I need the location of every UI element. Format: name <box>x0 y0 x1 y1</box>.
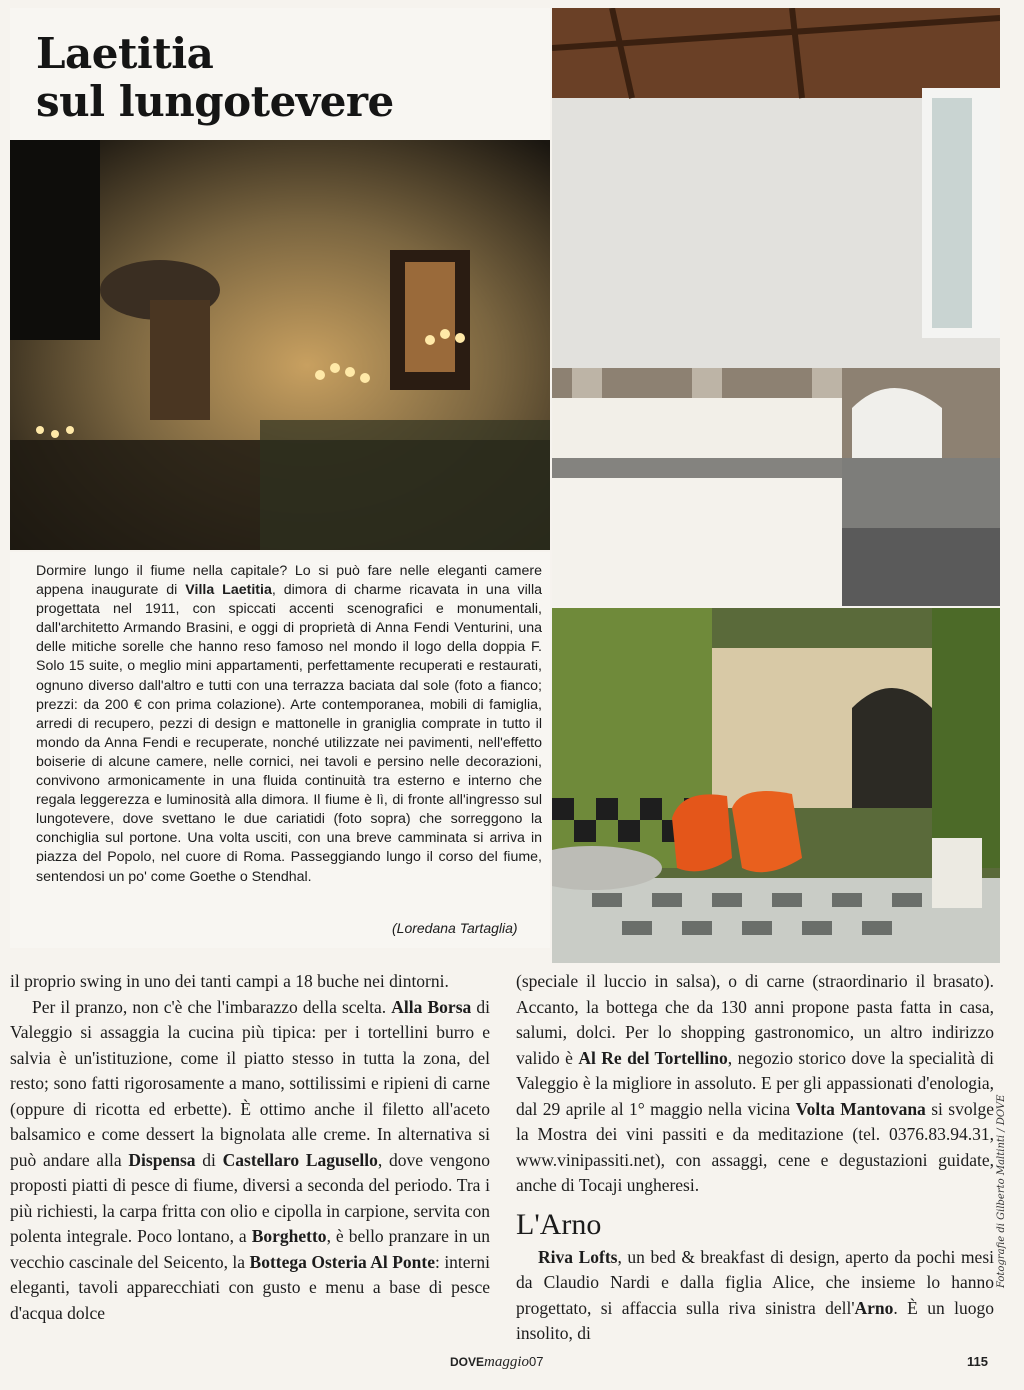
title-line-1: Laetitia <box>36 29 214 78</box>
issue-year: 07 <box>529 1354 544 1369</box>
magazine-footer <box>450 1354 543 1371</box>
paragraph: il proprio swing in uno dei tanti campi a 18 buche nei dintorni. <box>10 971 449 991</box>
terrace-photo <box>552 608 1000 963</box>
paragraph: Riva Lofts, un bed & breakfast di design, aperto da pochi mesi da Claudio Nardi e dalla figlia Alice, che insieme lo hanno progettato, si affaccia sulla riva sinistra dell'Arno. È un luogo insolito, di <box>516 1246 994 1343</box>
title-line-2: sul lungotevere <box>36 77 394 126</box>
caption-author: (Loredana Tartaglia) <box>392 920 518 936</box>
issue-month: maggio <box>484 1354 530 1370</box>
caption-text: Dormire lungo il fiume nella capitale? Lo si può fare nelle eleganti camere appena inaugurate di Villa Laetitia, dimora di charme ricavata in una villa progettata nel 1911, con spiccati accenti scenografici e monumentali, dall'architetto Armando Brasini, e oggi di proprietà di Anna Fendi Venturini, una delle mitiche sorelle che hanno reso famoso nel mondo il logo della doppia F. Solo 15 suite, o meglio mini appartamenti, perfettamente recuperati e restaurati, ognuno diverso dall'altro e tutti con una terrazza baciata dal sole (foto a fianco; prezzi: da 200 € con prima colazione). Arte contemporanea, mobili di famiglia, arredi di recupero, pezzi di design e mattonelle in graniglia comprate in tutto il mondo da Anna Fendi e recuperate, nonché utilizzate nei pavimenti, nell'effetto boiserie di alcune camere, nelle cornici, nei tavoli e persino nelle decorazioni, convivono armonicamente in una fluida continuità tra esterno e interno che regala leggerezza e luminosità alla dimora. Il fiume è lì, di fronte all'ingresso sul lungotevere, dove svettano le due cariatidi (foto sopra) che sorreggono la conchiglia sul portone. Una volta usciti, con una breve camminata si arriva in piazza del Popolo, nel cuore di Roma. Passeggiando lungo il corso del fiume, sentendosi un po' come Goethe o Stendhal. <box>36 563 542 885</box>
photo-credit <box>996 958 1020 1288</box>
villa-name: Villa Laetitia <box>185 582 272 599</box>
photo-credit-text: Fotografie di Gilberto Maltinti / DOVE <box>996 1094 1007 1288</box>
magazine-name: DOVE <box>450 1355 485 1369</box>
article-column-right <box>516 969 994 1347</box>
page-number: 115 <box>967 1354 988 1369</box>
section-heading: L'Arno <box>516 1207 602 1241</box>
villa-facade-photo <box>10 140 550 550</box>
article-column-left <box>10 969 490 1326</box>
article-title <box>36 30 394 126</box>
suite-room-photo <box>552 8 1000 606</box>
paragraph: (speciale il luccio in salsa), o di carne (straordinario il brasato). Accanto, la bottega che da 130 anni propone pasta fatta in casa, salumi, dolci. Per lo shopping gastronomico, un altro indirizzo valido è Al Re del Tortellino, negozio storico dove la specialità di Valeggio è la migliore in assoluto. E per gli appassionati d'enologia, dal 29 aprile al 1° maggio nella vicina Volta Mantovana si svolge la Mostra dei vini passiti e da meditazione (tel. 0376.83.94.31, www.vinipassiti.net), con assaggi, cene e degustazioni guidate, anche di Tocaji ungheresi. <box>516 971 994 1195</box>
paragraph: Per il pranzo, non c'è che l'imbarazzo della scelta. Alla Borsa di Valeggio si assaggia la cucina più tipica: per i tortellini burro e salvia è un'istituzione, come il piatto stesso in tutta la zona, del resto; sono fatti rigorosamente a mano, sottilissimi e ripieni di carne (oppure di ricotta ed erbette). È ottimo anche il filetto all'aceto balsamico e come dessert la bignolata alle creme. In alternativa si può andare alla Dispensa di Castellaro Lagusello, dove vengono proposti piatti di pesce di fiume, diversi a seconda del periodo. Tra i più richiesti, la carpa fritta con olio e cipolla in carpione, servita con polenta integrale. Poco lontano, a Borghetto, è bello pranzare in un vecchio cascinale del Seicento, la Bottega Osteria Al Ponte: interni eleganti, tavoli apparecchiati con gusto e menu a base di pesce d'acqua dolce <box>10 996 490 1323</box>
